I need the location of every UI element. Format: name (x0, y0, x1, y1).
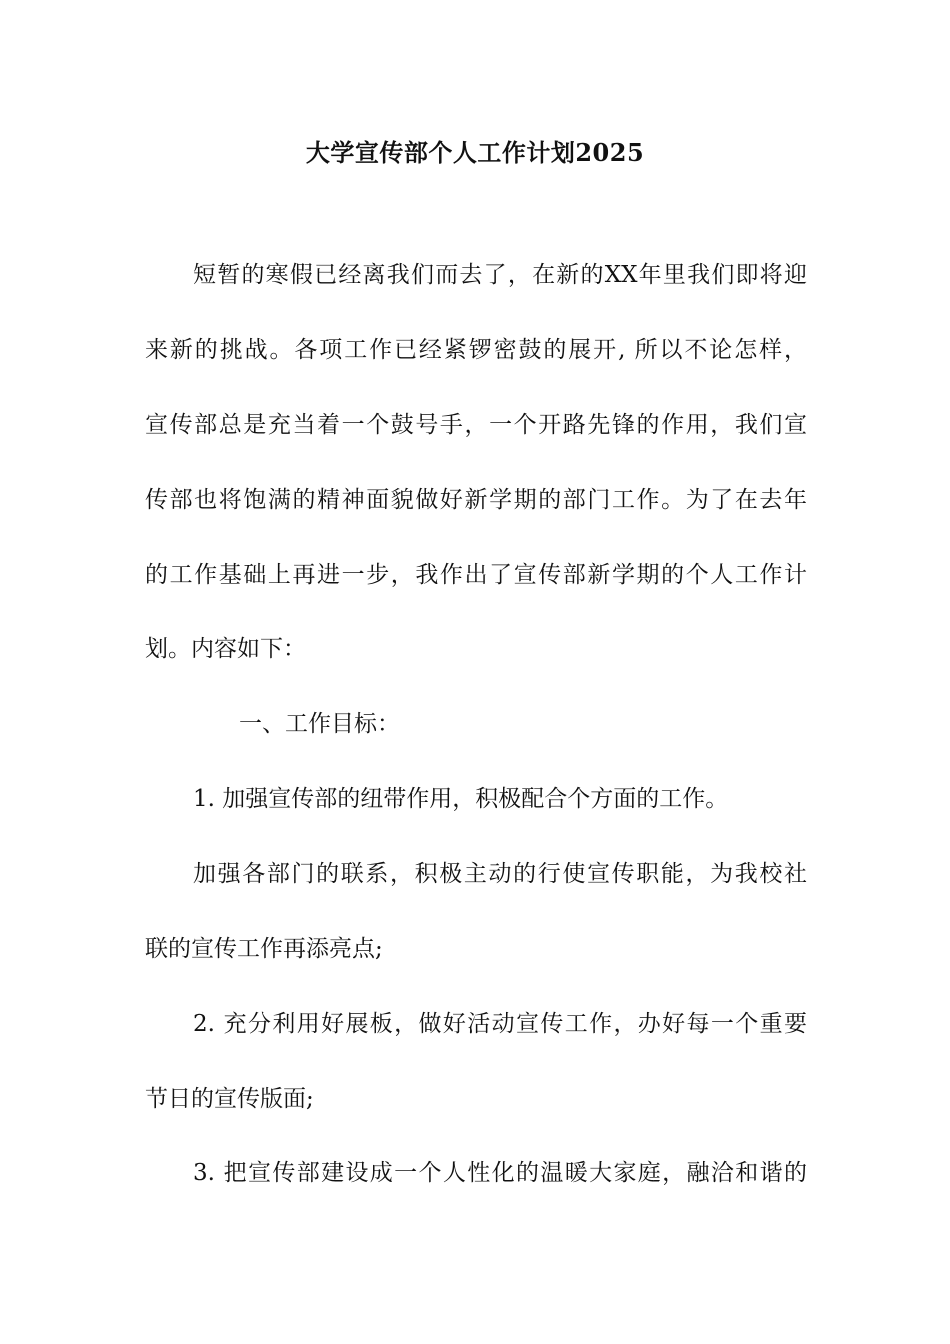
paragraph-line: 来新的挑战。各项工作已经紧锣密鼓的展开, 所以不论怎样， (145, 337, 807, 363)
paragraph-line: 联的宣传工作再添亮点; (145, 936, 383, 962)
paragraph-line: 短暂的寒假已经离我们而去了，在新的XX年里我们即将迎 (193, 262, 807, 288)
list-item: 1. 加强宣传部的纽带作用，积极配合个方面的工作。 (193, 786, 729, 812)
list-item: 3. 把宣传部建设成一个人性化的温暖大家庭，融洽和谐的 (193, 1160, 807, 1186)
paragraph-line: 传部也将饱满的精神面貌做好新学期的部门工作。为了在去年 (145, 487, 807, 513)
paragraph-line: 节日的宣传版面; (145, 1086, 314, 1112)
paragraph-line: 加强各部门的联系，积极主动的行使宣传职能，为我校社 (193, 861, 807, 887)
paragraph-line: 宣传部总是充当着一个鼓号手，一个开路先锋的作用，我们宣 (145, 412, 807, 438)
paragraph-line: 划。内容如下： (145, 636, 306, 662)
document-title: 大学宣传部个人工作计划2025 (305, 138, 645, 167)
section-heading: 一、工作目标： (239, 711, 400, 737)
list-item: 2. 充分利用好展板，做好活动宣传工作，办好每一个重要 (193, 1011, 807, 1037)
paragraph-line: 的工作基础上再进一步，我作出了宣传部新学期的个人工作计 (145, 562, 807, 588)
